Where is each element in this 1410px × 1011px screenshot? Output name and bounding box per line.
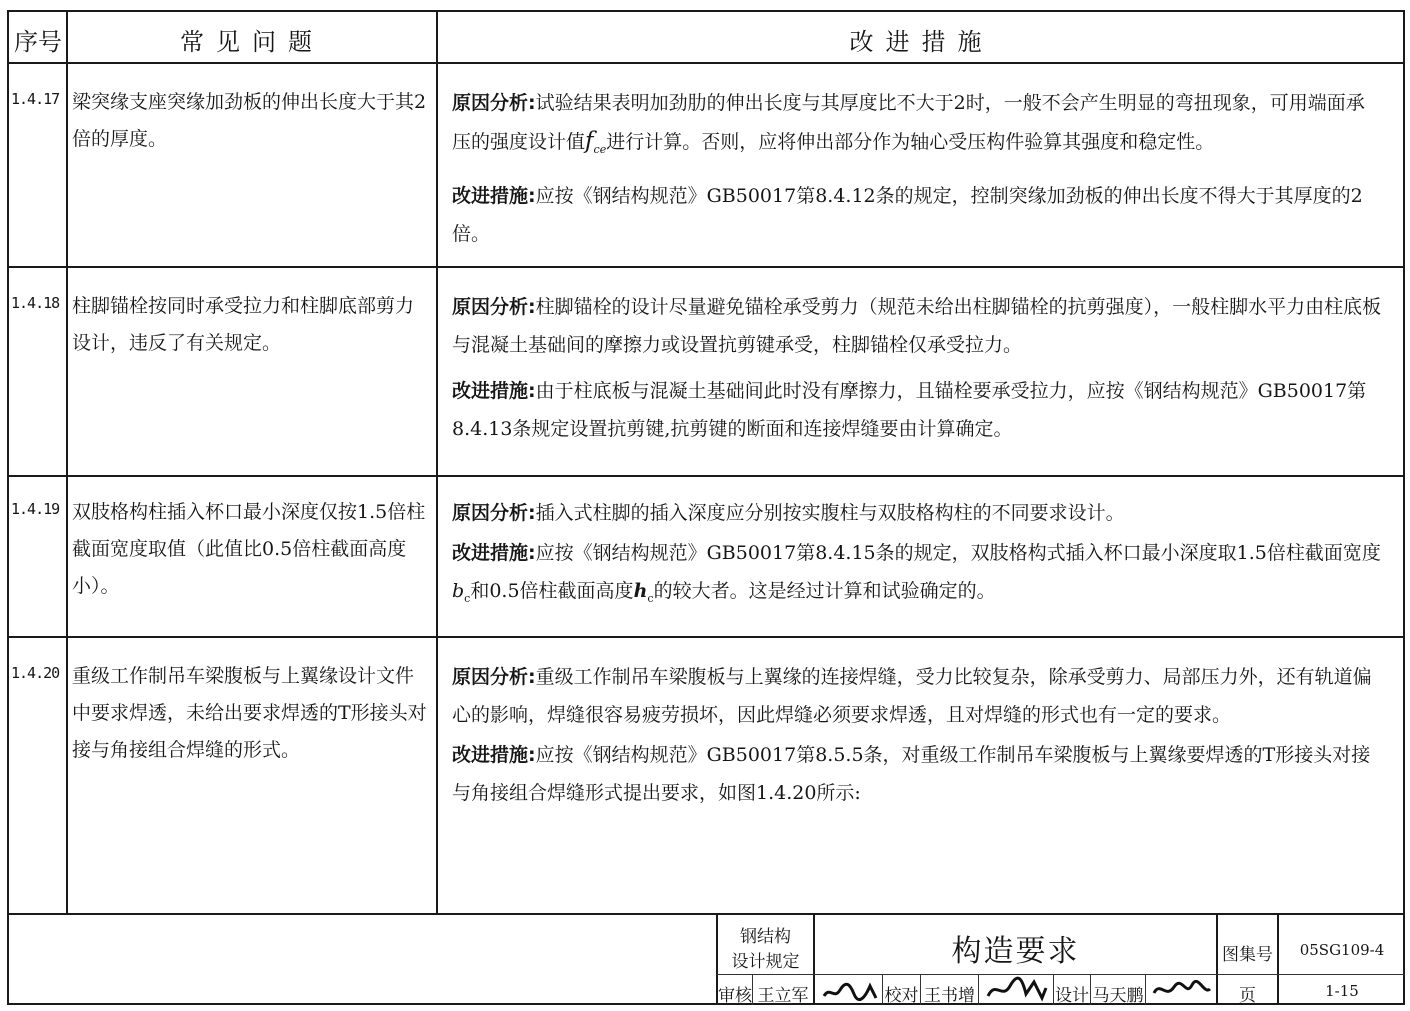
atlas-label: 图集号 <box>1222 945 1273 965</box>
page-number: 1-15 <box>1325 982 1359 1000</box>
cause-text: 柱脚锚栓的设计尽量避免锚栓承受剪力（规范未给出柱脚锚栓的抗剪强度），一般柱脚水平力由柱底板与混凝土基础间的摩擦力或设置抗剪键承受，柱脚锚栓仅承受拉力。 <box>452 296 1382 356</box>
symbol-sub-c: c <box>464 591 471 605</box>
fix-text: 应按《钢结构规范》GB50017第8.4.12条的规定，控制突缘加劲板的伸出长度不得大于其厚度的2倍。 <box>452 184 1363 245</box>
problem-text: 重级工作制吊车梁腹板与上翼缘设计文件中要求焊透，未给出要求焊透的T形接头对接与角接组合焊缝的形式。 <box>72 665 427 761</box>
tb-cell-divider <box>1145 974 1146 1005</box>
symbol-h: h <box>633 580 648 602</box>
tb-rule <box>716 974 1405 975</box>
row-rule-1 <box>7 266 1405 268</box>
row-number: 1.4.17 <box>11 90 60 108</box>
col-divider-1 <box>66 10 68 914</box>
drawing-title: 构造要求 <box>951 934 1080 969</box>
cause-text: 试验结果表明加劲肋的伸出长度与其厚度比不大于2时，一般不会产生明显的弯扭现象，可用端面承压的强度设计值 <box>452 92 1365 153</box>
fix-label: 改进措施: <box>452 542 536 564</box>
measure-block <box>452 494 1382 626</box>
designer-name: 马天鹏 <box>1092 986 1144 1006</box>
header-measure: 改进措施 <box>849 28 994 56</box>
symbol-sub-c: c <box>647 591 654 605</box>
header-rule <box>7 62 1405 64</box>
problem-text: 柱脚锚栓按同时承受拉力和柱脚底部剪力设计，违反了有关规定。 <box>72 295 415 354</box>
problem-text: 梁突缘支座突缘加劲板的伸出长度大于其2倍的厚度。 <box>72 91 427 150</box>
cause-paragraph <box>452 84 1382 169</box>
row-number: 1.4.18 <box>11 294 60 312</box>
cause-paragraph <box>452 288 1382 364</box>
col-divider-2 <box>436 10 438 914</box>
fix-text: 由于柱底板与混凝土基础间此时没有摩擦力，且锚栓要承受拉力，应按《钢结构规范》GB50017第8.4.13条规定设置抗剪键,抗剪键的断面和连接焊缝要由计算确定。 <box>452 380 1367 440</box>
problem-text: 双肢格构柱插入杯口最小深度仅按1.5倍柱截面宽度取值（此值比0.5倍柱截面高度小）。 <box>72 501 426 597</box>
tb-cell-divider <box>978 974 979 1005</box>
cause-label: 原因分析: <box>452 502 536 524</box>
checker-signature <box>984 974 1050 1004</box>
cause-label: 原因分析: <box>452 92 536 114</box>
check-label: 校对 <box>884 986 919 1006</box>
cause-label: 原因分析: <box>452 666 536 688</box>
title-block-rule <box>7 913 1405 915</box>
cause-text: 重级工作制吊车梁腹板与上翼缘的连接焊缝，受力比较复杂，除承受剪力、局部压力外，还有轨道偏心的影响，焊缝很容易疲劳损坏，因此焊缝必须要求焊透，且对焊缝的形式也有一定的要求。 <box>452 666 1372 726</box>
fix-paragraph <box>452 736 1382 812</box>
row-number: 1.4.20 <box>11 664 60 682</box>
designer-signature <box>1150 975 1214 1003</box>
cause-text: 插入式柱脚的插入深度应分别按实腹柱与双肢格构柱的不同要求设计。 <box>535 502 1125 524</box>
cause-paragraph <box>452 494 1382 532</box>
fix-paragraph <box>452 534 1382 618</box>
cause-paragraph <box>452 658 1382 734</box>
measure-block <box>452 84 1382 261</box>
cause-label: 原因分析: <box>452 296 536 318</box>
fix-label: 改进措施: <box>452 184 536 207</box>
fix-text: 应按《钢结构规范》GB50017第8.5.5条，对重级工作制吊车梁腹板与上翼缘要焊透的T形接头对接与角接组合焊缝形式提出要求，如图1.4.20所示: <box>452 744 1371 804</box>
measure-block <box>452 658 1382 820</box>
fix-label: 改进措施: <box>452 744 536 766</box>
fix-text: 应按《钢结构规范》GB50017第8.4.15条的规定，双肢格构式插入杯口最小深度取1.5倍柱截面宽度 <box>535 542 1381 564</box>
header-problem: 常见问题 <box>180 28 324 56</box>
reviewer-signature <box>820 976 880 1004</box>
symbol-sub-ce: ce <box>593 142 607 156</box>
fix-label: 改进措施: <box>452 380 536 402</box>
row-number: 1.4.19 <box>11 500 60 518</box>
symbol-b: b <box>452 580 465 602</box>
category-line-2: 设计规定 <box>731 952 800 972</box>
fix-text-cont: 和0.5倍柱截面高度 <box>470 580 634 602</box>
header-no: 序号 <box>14 28 62 56</box>
page-label: 页 <box>1239 986 1256 1006</box>
fix-paragraph <box>452 177 1382 253</box>
fix-paragraph <box>452 372 1382 448</box>
design-label: 设计 <box>1055 986 1089 1006</box>
category-line-1: 钢结构 <box>740 927 791 947</box>
row-rule-2 <box>7 475 1405 477</box>
symbol-f: f <box>585 128 594 154</box>
row-rule-3 <box>7 636 1405 638</box>
fix-text-end: 的较大者。这是经过计算和试验确定的。 <box>653 580 996 602</box>
cause-text-cont: 进行计算。否则，应将伸出部分作为轴心受压构件验算其强度和稳定性。 <box>606 131 1215 153</box>
atlas-number: 05SG109-4 <box>1299 941 1385 959</box>
reviewer-name: 王立军 <box>757 986 809 1006</box>
measure-block <box>452 288 1382 456</box>
review-label: 审核 <box>718 986 752 1006</box>
checker-name: 王书增 <box>924 986 975 1006</box>
